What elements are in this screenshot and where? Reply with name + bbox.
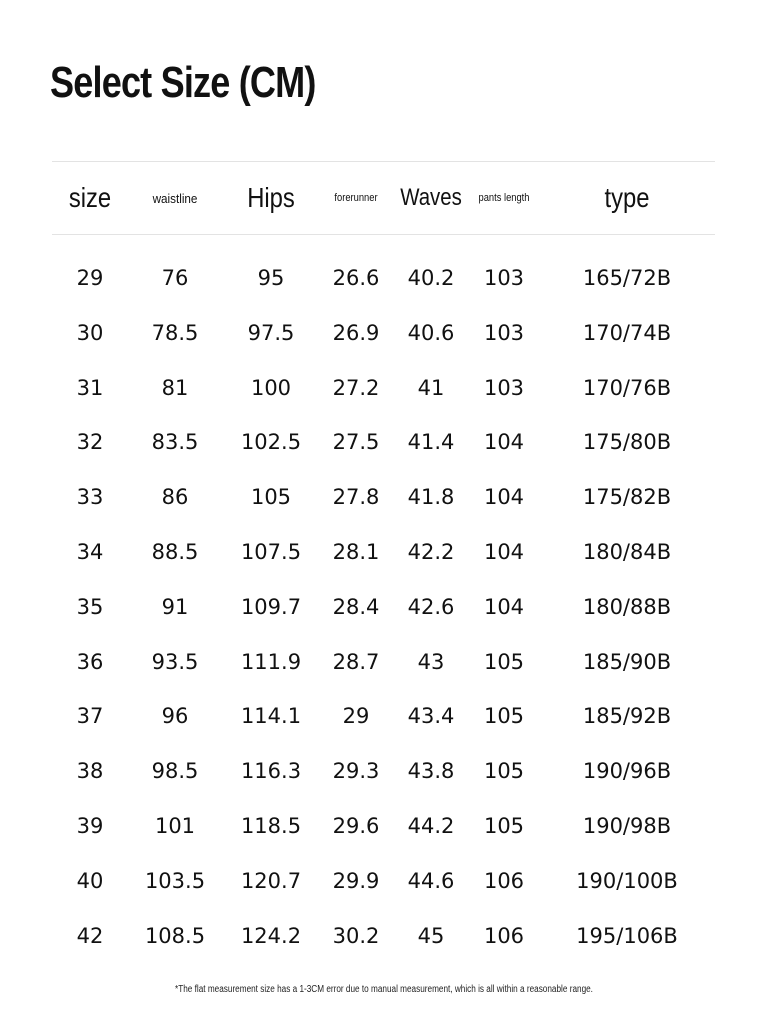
- table-row: [0, 744, 768, 799]
- cell-waistline: 86: [161, 485, 189, 510]
- cell-size: 40: [76, 868, 104, 893]
- cell-size: 37: [76, 704, 104, 729]
- cell-waves: 45: [417, 923, 445, 948]
- table-row: [0, 909, 768, 964]
- cell-waves: 43.8: [407, 759, 455, 784]
- table-row: [0, 361, 768, 416]
- cell-waves: 41.4: [407, 430, 455, 455]
- cell-hips: 111.9: [240, 649, 302, 674]
- cell-waistline: 88.5: [151, 539, 199, 564]
- cell-hips: 118.5: [240, 813, 302, 838]
- cell-waistline: 81: [161, 375, 189, 400]
- header-pants-length: pants length: [478, 192, 530, 204]
- cell-type: 195/106B: [576, 923, 678, 948]
- cell-type: 175/82B: [582, 485, 672, 510]
- cell-type: 190/96B: [582, 759, 672, 784]
- cell-waistline: 108.5: [144, 923, 206, 948]
- cell-size: 33: [76, 485, 104, 510]
- cell-pants-length: 106: [483, 868, 525, 893]
- cell-hips: 102.5: [240, 430, 302, 455]
- cell-waistline: 76: [161, 266, 189, 290]
- cell-pants-length: 104: [483, 539, 525, 564]
- header-waistline: waistline: [152, 190, 198, 206]
- cell-size: 32: [76, 430, 104, 455]
- cell-forerunner: 30.2: [332, 923, 380, 948]
- cell-waistline: 78.5: [151, 320, 199, 345]
- table-row: [0, 580, 768, 635]
- table-row: [0, 525, 768, 580]
- table-row: [0, 799, 768, 854]
- cell-forerunner: 28.1: [332, 539, 380, 564]
- table-row: [0, 251, 768, 306]
- cell-type: 165/72B: [582, 266, 672, 290]
- size-table-body: [0, 251, 768, 963]
- cell-pants-length: 103: [483, 266, 525, 290]
- cell-pants-length: 105: [483, 649, 525, 674]
- cell-forerunner: 27.2: [332, 375, 380, 400]
- cell-pants-length: 105: [483, 759, 525, 784]
- cell-type: 170/76B: [582, 375, 672, 400]
- cell-forerunner: 29.9: [332, 868, 380, 893]
- cell-pants-length: 104: [483, 485, 525, 510]
- cell-size: 38: [76, 759, 104, 784]
- cell-type: 170/74B: [582, 320, 672, 345]
- cell-forerunner: 28.4: [332, 594, 380, 619]
- cell-waves: 42.2: [407, 539, 455, 564]
- footnote: *The flat measurement size has a 1-3CM error due to manual measurement, which is all within a reasonable range.: [175, 984, 593, 995]
- cell-waves: 40.2: [407, 266, 455, 290]
- cell-forerunner: 29.3: [332, 759, 380, 784]
- cell-forerunner: 27.5: [332, 430, 380, 455]
- cell-hips: 105: [250, 485, 292, 510]
- cell-hips: 116.3: [240, 759, 302, 784]
- cell-forerunner: 29: [342, 704, 370, 729]
- cell-size: 30: [76, 320, 104, 345]
- cell-size: 39: [76, 813, 104, 838]
- cell-size: 42: [76, 923, 104, 948]
- cell-waistline: 98.5: [151, 759, 199, 784]
- table-row: [0, 635, 768, 690]
- page-title: Select Size (CM): [50, 58, 316, 107]
- cell-forerunner: 26.6: [332, 266, 380, 290]
- cell-pants-length: 105: [483, 813, 525, 838]
- cell-hips: 109.7: [240, 594, 302, 619]
- cell-waistline: 96: [161, 704, 189, 729]
- cell-hips: 124.2: [240, 923, 302, 948]
- cell-waves: 42.6: [407, 594, 455, 619]
- cell-type: 185/90B: [582, 649, 672, 674]
- cell-pants-length: 103: [483, 320, 525, 345]
- cell-hips: 97.5: [247, 320, 295, 345]
- table-row: [0, 854, 768, 909]
- cell-hips: 120.7: [240, 868, 302, 893]
- header-type: type: [604, 182, 650, 213]
- table-row: [0, 470, 768, 525]
- cell-type: 190/98B: [582, 813, 672, 838]
- header-bottom-divider: [52, 234, 715, 235]
- cell-hips: 107.5: [240, 539, 302, 564]
- cell-waves: 43: [417, 649, 445, 674]
- cell-forerunner: 28.7: [332, 649, 380, 674]
- cell-pants-length: 103: [483, 375, 525, 400]
- cell-waistline: 103.5: [144, 868, 206, 893]
- cell-forerunner: 27.8: [332, 485, 380, 510]
- cell-size: 31: [76, 375, 104, 400]
- cell-size: 34: [76, 539, 104, 564]
- cell-forerunner: 29.6: [332, 813, 380, 838]
- cell-hips: 100: [250, 375, 292, 400]
- header-hips: Hips: [247, 182, 295, 213]
- cell-waistline: 93.5: [151, 649, 199, 674]
- cell-pants-length: 105: [483, 704, 525, 729]
- cell-pants-length: 104: [483, 430, 525, 455]
- cell-size: 36: [76, 649, 104, 674]
- header-size: size: [68, 182, 112, 213]
- cell-waistline: 83.5: [151, 430, 199, 455]
- cell-pants-length: 104: [483, 594, 525, 619]
- cell-hips: 114.1: [240, 704, 302, 729]
- table-row: [0, 415, 768, 470]
- cell-waves: 41.8: [407, 485, 455, 510]
- cell-waves: 44.6: [407, 868, 455, 893]
- header-forerunner: forerunner: [334, 192, 378, 204]
- cell-pants-length: 106: [483, 923, 525, 948]
- cell-type: 175/80B: [582, 430, 672, 455]
- cell-type: 190/100B: [576, 868, 678, 893]
- table-row: [0, 306, 768, 361]
- cell-type: 185/92B: [582, 704, 672, 729]
- cell-waistline: 91: [161, 594, 189, 619]
- cell-waistline: 101: [154, 813, 196, 838]
- cell-waves: 40.6: [407, 320, 455, 345]
- cell-forerunner: 26.9: [332, 320, 380, 345]
- header-waves: Waves: [400, 184, 462, 211]
- cell-size: 29: [76, 266, 104, 290]
- table-row: [0, 689, 768, 744]
- cell-waves: 44.2: [407, 813, 455, 838]
- cell-waves: 43.4: [407, 704, 455, 729]
- cell-hips: 95: [257, 266, 285, 290]
- table-header: [0, 162, 768, 234]
- cell-type: 180/88B: [582, 594, 672, 619]
- cell-waves: 41: [417, 375, 445, 400]
- cell-type: 180/84B: [582, 539, 672, 564]
- cell-size: 35: [76, 594, 104, 619]
